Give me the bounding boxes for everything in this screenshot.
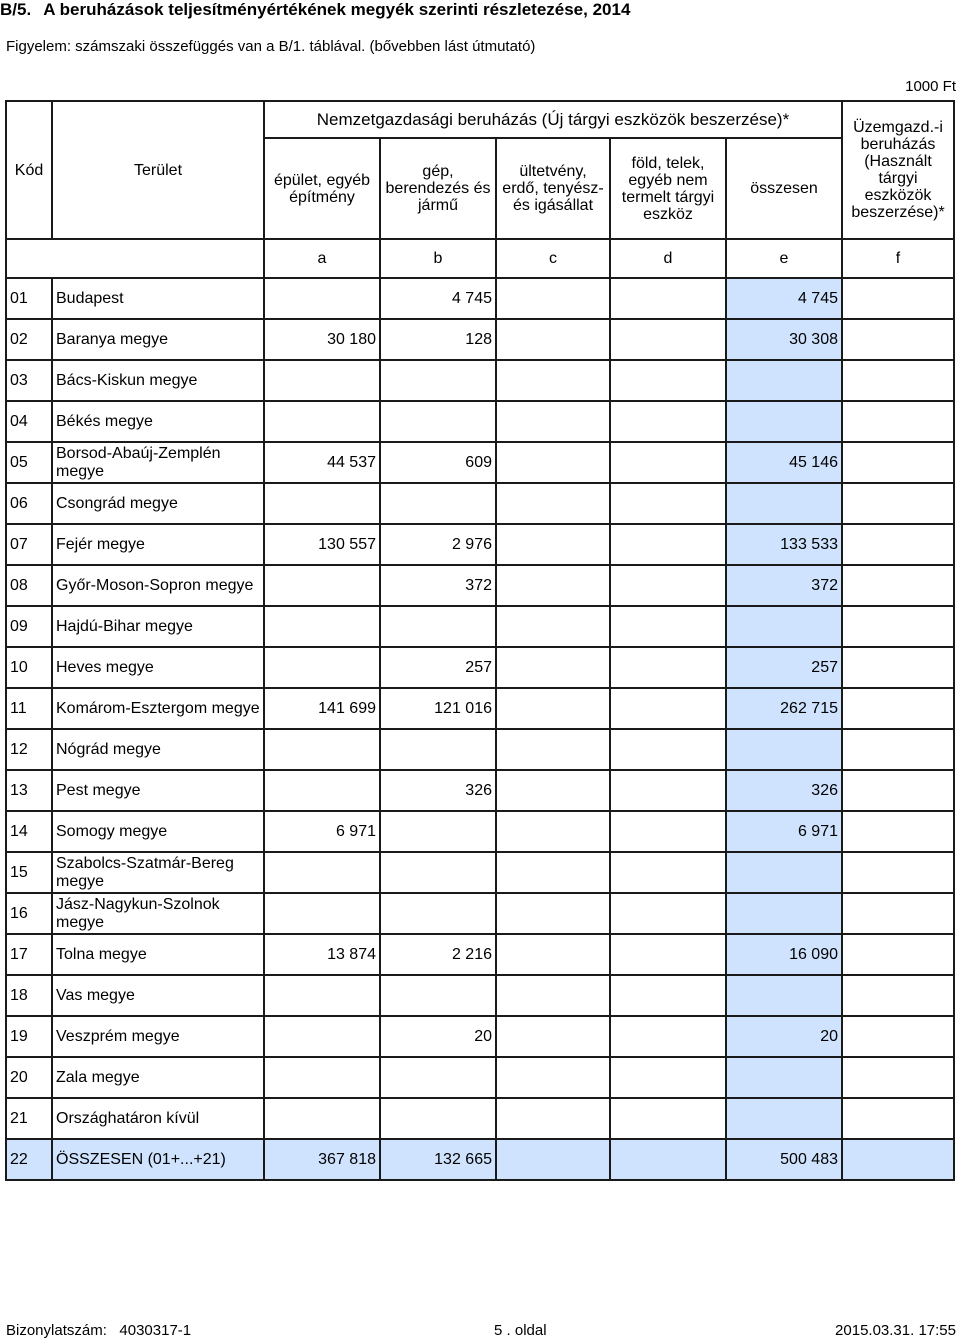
cell-f	[842, 360, 954, 401]
cell-b: 128	[380, 319, 496, 360]
cell-e	[726, 606, 842, 647]
cell-a	[264, 483, 380, 524]
table-row	[6, 975, 954, 1016]
cell-d	[610, 893, 726, 934]
cell-b: 2 976	[380, 524, 496, 565]
header-col-e: összesen	[726, 138, 842, 239]
cell-kod: 17	[6, 934, 52, 975]
cell-terulet: Pest megye	[52, 770, 264, 811]
cell-e: 16 090	[726, 934, 842, 975]
cell-f	[842, 483, 954, 524]
cell-terulet: Jász-Nagykun-Szolnok megye	[52, 893, 264, 934]
table-row	[6, 1098, 954, 1139]
cell-a	[264, 606, 380, 647]
cell-a	[264, 565, 380, 606]
cell-d	[610, 483, 726, 524]
cell-c	[496, 811, 610, 852]
cell-c	[496, 401, 610, 442]
cell-terulet: Komárom-Esztergom megye	[52, 688, 264, 729]
table-row	[6, 606, 954, 647]
cell-e	[726, 1057, 842, 1098]
cell-d	[610, 524, 726, 565]
cell-c	[496, 483, 610, 524]
cell-c	[496, 852, 610, 893]
letter-b: b	[380, 239, 496, 278]
cell-c	[496, 278, 610, 319]
header-col-b: gép, berendezés és jármű	[380, 138, 496, 239]
cell-b	[380, 852, 496, 893]
cell-d	[610, 606, 726, 647]
table-row	[6, 319, 954, 360]
table-row	[6, 688, 954, 729]
cell-kod: 08	[6, 565, 52, 606]
cell-f	[842, 852, 954, 893]
cell-c	[496, 975, 610, 1016]
cell-terulet: Tolna megye	[52, 934, 264, 975]
cell-e: 262 715	[726, 688, 842, 729]
cell-terulet: Bács-Kiskun megye	[52, 360, 264, 401]
header-terulet: Terület	[52, 101, 264, 239]
cell-a: 30 180	[264, 319, 380, 360]
cell-b	[380, 401, 496, 442]
cell-b	[380, 483, 496, 524]
letter-f: f	[842, 239, 954, 278]
cell-f	[842, 1098, 954, 1139]
cell-f	[842, 811, 954, 852]
cell-kod: 22	[6, 1139, 52, 1180]
cell-terulet: Vas megye	[52, 975, 264, 1016]
header-col-f: Üzemgazd.-i beruházás (Használt tárgyi eszközök beszerzése)*	[842, 101, 954, 239]
header-col-c: ültetvény, erdő, tenyész- és igásállat	[496, 138, 610, 239]
cell-a: 44 537	[264, 442, 380, 483]
cell-c	[496, 893, 610, 934]
cell-a	[264, 1057, 380, 1098]
table-row	[6, 893, 954, 934]
cell-f	[842, 1016, 954, 1057]
cell-c	[496, 729, 610, 770]
cell-e	[726, 360, 842, 401]
cell-a	[264, 975, 380, 1016]
cell-kod: 09	[6, 606, 52, 647]
table-row	[6, 524, 954, 565]
cell-terulet: Budapest	[52, 278, 264, 319]
cell-terulet: Békés megye	[52, 401, 264, 442]
cell-d	[610, 852, 726, 893]
page-number	[494, 1322, 547, 1339]
cell-d	[610, 360, 726, 401]
cell-d	[610, 442, 726, 483]
cell-terulet: Győr-Moson-Sopron megye	[52, 565, 264, 606]
table-row	[6, 811, 954, 852]
cell-f	[842, 565, 954, 606]
cell-c	[496, 770, 610, 811]
header-col-a: épület, egyéb építmény	[264, 138, 380, 239]
cell-b	[380, 975, 496, 1016]
cell-c	[496, 647, 610, 688]
cell-kod: 06	[6, 483, 52, 524]
cell-c	[496, 360, 610, 401]
cell-f	[842, 934, 954, 975]
table-row	[6, 278, 954, 319]
cell-f	[842, 606, 954, 647]
cell-e	[726, 729, 842, 770]
cell-e: 45 146	[726, 442, 842, 483]
cell-a	[264, 1098, 380, 1139]
cell-e	[726, 401, 842, 442]
cell-b: 132 665	[380, 1139, 496, 1180]
cell-c	[496, 442, 610, 483]
cell-e	[726, 1098, 842, 1139]
cell-d	[610, 729, 726, 770]
cell-terulet: Veszprém megye	[52, 1016, 264, 1057]
investment-table	[5, 100, 955, 1181]
cell-kod: 15	[6, 852, 52, 893]
page-title	[0, 0, 630, 20]
header-col-d: föld, telek, egyéb nem termelt tárgyi eszköz	[610, 138, 726, 239]
cell-a: 6 971	[264, 811, 380, 852]
letter-c: c	[496, 239, 610, 278]
cell-kod: 10	[6, 647, 52, 688]
cell-e: 372	[726, 565, 842, 606]
cell-e: 500 483	[726, 1139, 842, 1180]
cell-c	[496, 319, 610, 360]
cell-b: 372	[380, 565, 496, 606]
cell-kod: 21	[6, 1098, 52, 1139]
cell-d	[610, 1057, 726, 1098]
cell-d	[610, 770, 726, 811]
cell-f	[842, 975, 954, 1016]
cell-b	[380, 1057, 496, 1098]
cell-e: 20	[726, 1016, 842, 1057]
cell-b	[380, 729, 496, 770]
cell-b	[380, 811, 496, 852]
table-row	[6, 442, 954, 483]
cell-kod: 16	[6, 893, 52, 934]
header-kod: Kód	[6, 101, 52, 239]
cell-terulet: Baranya megye	[52, 319, 264, 360]
cell-kod: 01	[6, 278, 52, 319]
cell-c	[496, 1057, 610, 1098]
cell-terulet: Nógrád megye	[52, 729, 264, 770]
cell-a	[264, 647, 380, 688]
cell-c	[496, 688, 610, 729]
cell-d	[610, 565, 726, 606]
cell-c	[496, 1139, 610, 1180]
cell-a	[264, 729, 380, 770]
cell-e	[726, 483, 842, 524]
cell-a	[264, 852, 380, 893]
cell-kod: 03	[6, 360, 52, 401]
cell-d	[610, 319, 726, 360]
cell-d	[610, 1139, 726, 1180]
letter-a: a	[264, 239, 380, 278]
cell-terulet: Zala megye	[52, 1057, 264, 1098]
table-row	[6, 1057, 954, 1098]
cell-a: 13 874	[264, 934, 380, 975]
document-number	[6, 1322, 191, 1339]
table-row	[6, 483, 954, 524]
cell-terulet: Hajdú-Bihar megye	[52, 606, 264, 647]
cell-d	[610, 647, 726, 688]
cell-a: 367 818	[264, 1139, 380, 1180]
cell-b: 20	[380, 1016, 496, 1057]
cell-b: 609	[380, 442, 496, 483]
cell-kod: 18	[6, 975, 52, 1016]
table-body	[6, 278, 954, 1180]
letter-e: e	[726, 239, 842, 278]
letters-spacer	[6, 239, 264, 278]
cell-kod: 05	[6, 442, 52, 483]
cell-kod: 04	[6, 401, 52, 442]
cell-c	[496, 1016, 610, 1057]
letter-d: d	[610, 239, 726, 278]
cell-a	[264, 893, 380, 934]
cell-terulet: Csongrád megye	[52, 483, 264, 524]
cell-e	[726, 975, 842, 1016]
cell-f	[842, 1139, 954, 1180]
cell-terulet: Somogy megye	[52, 811, 264, 852]
total-row	[6, 1139, 954, 1180]
cell-f	[842, 278, 954, 319]
cell-f	[842, 647, 954, 688]
cell-terulet: Szabolcs-Szatmár-Bereg megye	[52, 852, 264, 893]
table-row	[6, 565, 954, 606]
cell-c	[496, 606, 610, 647]
cell-c	[496, 934, 610, 975]
table-title: A beruházások teljesítményértékének megyék szerinti részletezése, 2014	[43, 0, 631, 19]
cell-b: 4 745	[380, 278, 496, 319]
document-number-value: 4030317-1	[119, 1322, 192, 1339]
table-code: B/5.	[0, 0, 32, 19]
table-row	[6, 401, 954, 442]
cell-f	[842, 770, 954, 811]
cell-f	[842, 688, 954, 729]
cell-f	[842, 401, 954, 442]
cell-b: 2 216	[380, 934, 496, 975]
cell-f	[842, 524, 954, 565]
cell-kod: 07	[6, 524, 52, 565]
cell-f	[842, 319, 954, 360]
cell-terulet: Országhatáron kívül	[52, 1098, 264, 1139]
cell-e	[726, 852, 842, 893]
cell-a: 141 699	[264, 688, 380, 729]
table-row	[6, 647, 954, 688]
cell-c	[496, 524, 610, 565]
cell-d	[610, 688, 726, 729]
cell-e: 133 533	[726, 524, 842, 565]
cell-b: 257	[380, 647, 496, 688]
cell-d	[610, 1016, 726, 1057]
cell-e	[726, 893, 842, 934]
warning-note: Figyelem: számszaki összefüggés van a B/1. táblával. (bővebben lást útmutató)	[6, 38, 536, 55]
cell-d	[610, 1098, 726, 1139]
cell-b	[380, 360, 496, 401]
table-row	[6, 1016, 954, 1057]
table-row	[6, 852, 954, 893]
table-row	[6, 770, 954, 811]
cell-b: 326	[380, 770, 496, 811]
cell-d	[610, 401, 726, 442]
cell-terulet: ÖSSZESEN (01+...+21)	[52, 1139, 264, 1180]
cell-d	[610, 811, 726, 852]
cell-e: 4 745	[726, 278, 842, 319]
cell-d	[610, 278, 726, 319]
cell-b	[380, 893, 496, 934]
cell-kod: 02	[6, 319, 52, 360]
cell-a	[264, 360, 380, 401]
page-number-value: 5	[494, 1322, 503, 1339]
cell-d	[610, 934, 726, 975]
cell-f	[842, 893, 954, 934]
print-datetime: 2015.03.31. 17:55	[835, 1322, 956, 1339]
cell-a	[264, 770, 380, 811]
cell-b	[380, 606, 496, 647]
table-row	[6, 934, 954, 975]
cell-kod: 11	[6, 688, 52, 729]
cell-kod: 13	[6, 770, 52, 811]
cell-a	[264, 278, 380, 319]
cell-c	[496, 565, 610, 606]
cell-kod: 12	[6, 729, 52, 770]
table-row	[6, 360, 954, 401]
cell-a: 130 557	[264, 524, 380, 565]
cell-f	[842, 442, 954, 483]
cell-b	[380, 1098, 496, 1139]
cell-terulet: Fejér megye	[52, 524, 264, 565]
cell-f	[842, 729, 954, 770]
unit-label: 1000 Ft	[905, 78, 956, 95]
document-number-label: Bizonylatszám:	[6, 1322, 107, 1339]
cell-e: 30 308	[726, 319, 842, 360]
cell-a	[264, 401, 380, 442]
cell-terulet: Heves megye	[52, 647, 264, 688]
cell-b: 121 016	[380, 688, 496, 729]
table-row	[6, 729, 954, 770]
cell-e: 6 971	[726, 811, 842, 852]
cell-e: 257	[726, 647, 842, 688]
cell-c	[496, 1098, 610, 1139]
cell-kod: 14	[6, 811, 52, 852]
cell-f	[842, 1057, 954, 1098]
cell-e: 326	[726, 770, 842, 811]
cell-a	[264, 1016, 380, 1057]
cell-terulet: Borsod-Abaúj-Zemplén megye	[52, 442, 264, 483]
cell-d	[610, 975, 726, 1016]
cell-kod: 20	[6, 1057, 52, 1098]
header-group: Nemzetgazdasági beruházás (Új tárgyi eszközök beszerzése)*	[264, 101, 842, 138]
page-number-label: . oldal	[506, 1322, 547, 1339]
cell-kod: 19	[6, 1016, 52, 1057]
